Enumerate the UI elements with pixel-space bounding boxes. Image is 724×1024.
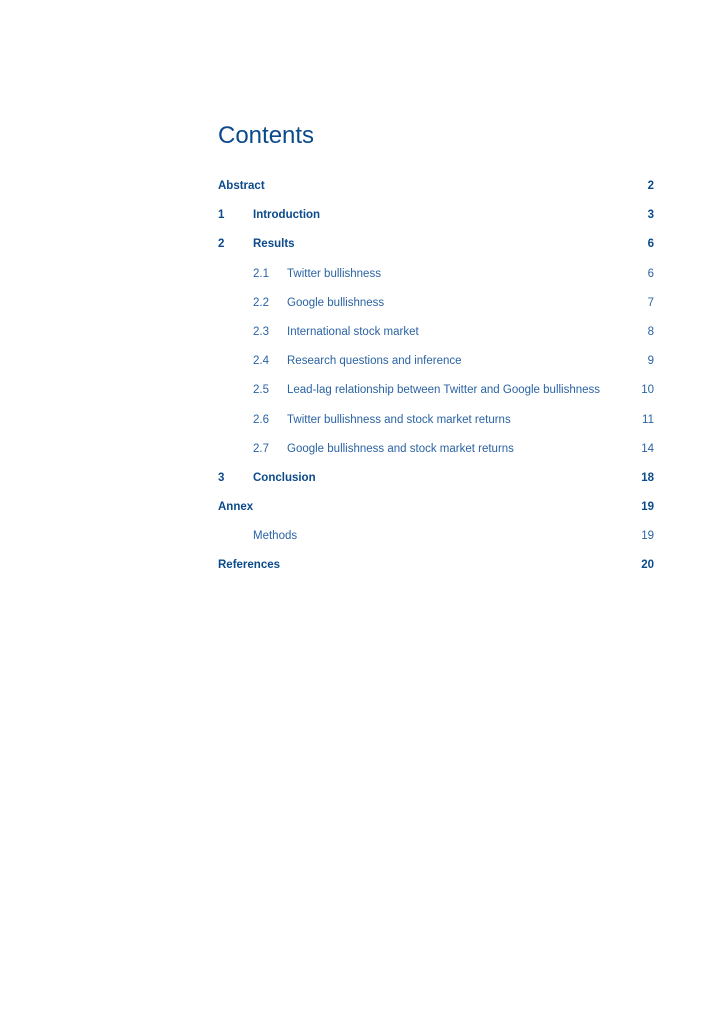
- toc-entry-page: 6: [647, 267, 654, 280]
- toc-entry-abstract[interactable]: [218, 176, 656, 205]
- toc-entry-title: Twitter bullishness and stock market returns: [287, 413, 511, 426]
- toc-entry-page: 3: [647, 209, 654, 222]
- toc-entry-page: 19: [641, 501, 654, 514]
- toc-entry-twitter-bullishness[interactable]: [218, 264, 656, 293]
- toc-entry-title: Conclusion: [253, 471, 316, 484]
- page-title: Contents: [218, 122, 315, 149]
- toc-entry-page: 18: [641, 471, 654, 484]
- toc-entry-introduction[interactable]: [218, 205, 656, 234]
- toc-entry-page: 8: [647, 325, 654, 338]
- toc-entry-number: 2.6: [253, 413, 269, 426]
- toc-entry-number: 2: [218, 238, 225, 251]
- toc-entry-google-returns[interactable]: [218, 439, 656, 468]
- toc-entry-title: Research questions and inference: [287, 355, 462, 368]
- toc-entry-page: 9: [647, 355, 654, 368]
- toc-entry-title: Google bullishness and stock market returns: [287, 442, 514, 455]
- toc-entry-title: Methods: [253, 530, 298, 543]
- toc-entry-title: References: [218, 559, 281, 572]
- toc-entry-page: 6: [647, 238, 654, 251]
- table-of-contents: [218, 176, 656, 585]
- toc-entry-page: 7: [647, 296, 654, 309]
- toc-entry-title: Lead-lag relationship between Twitter and Google bullishness: [287, 384, 601, 397]
- toc-entry-page: 20: [641, 559, 654, 572]
- toc-entry-number: 3: [218, 471, 225, 484]
- toc-entry-number: 2.4: [253, 355, 269, 368]
- toc-entry-title: Introduction: [253, 209, 321, 222]
- toc-entry-references[interactable]: [218, 555, 656, 584]
- toc-entry-number: 2.3: [253, 325, 269, 338]
- toc-entry-number: 1: [218, 209, 225, 222]
- toc-entry-title: Twitter bullishness: [287, 267, 381, 280]
- toc-entry-conclusion[interactable]: [218, 468, 656, 497]
- toc-entry-lead-lag-relationship[interactable]: [218, 380, 656, 409]
- toc-entry-number: 2.5: [253, 384, 269, 397]
- toc-entry-research-questions[interactable]: [218, 351, 656, 380]
- toc-entry-google-bullishness[interactable]: [218, 293, 656, 322]
- toc-entry-twitter-returns[interactable]: [218, 410, 656, 439]
- toc-entry-number: 2.7: [253, 442, 269, 455]
- toc-entry-page: 2: [647, 180, 654, 192]
- toc-entry-annex[interactable]: [218, 497, 656, 526]
- toc-entry-international-stock-market[interactable]: [218, 322, 656, 351]
- toc-entry-title: Annex: [218, 501, 254, 514]
- toc-entry-page: 11: [642, 413, 654, 426]
- toc-entry-number: 2.2: [253, 296, 269, 309]
- toc-entry-number: 2.1: [253, 267, 269, 280]
- toc-entry-page: 19: [641, 530, 654, 543]
- toc-entry-title: Google bullishness: [287, 296, 385, 309]
- toc-entry-page: 14: [641, 442, 654, 455]
- toc-entry-results[interactable]: [218, 234, 656, 263]
- toc-entry-title: Results: [253, 238, 295, 251]
- toc-entry-methods[interactable]: [218, 526, 656, 555]
- toc-entry-page: 10: [641, 384, 654, 397]
- toc-entry-title: Abstract: [218, 180, 265, 192]
- toc-entry-title: International stock market: [287, 325, 419, 338]
